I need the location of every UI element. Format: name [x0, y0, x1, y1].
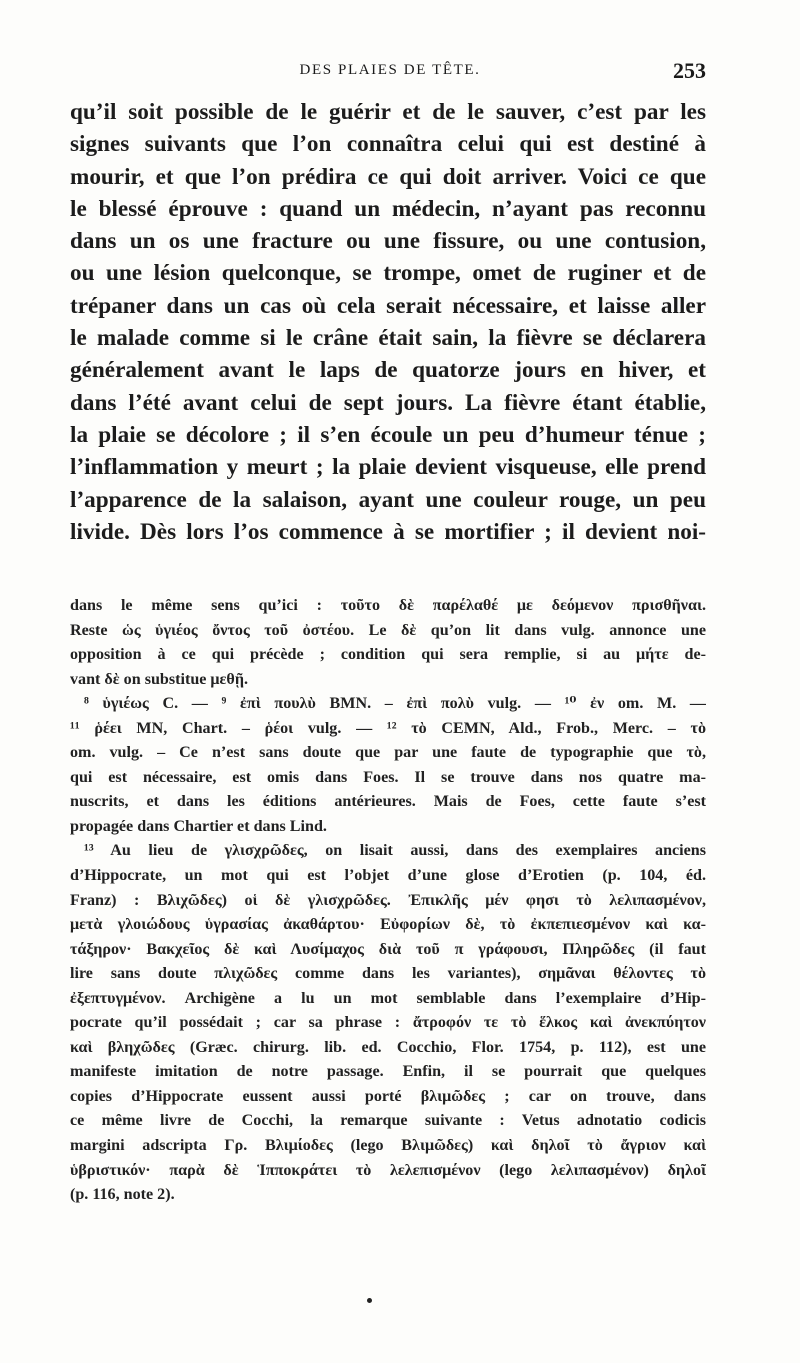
note-line: nuscrits, et dans les éditions antérieures. Mais de Foes, cette faute s’est [70, 793, 706, 811]
text-line: la plaie se décolore ; il s’en écoule un peu d’humeur ténue ; [70, 421, 706, 448]
note-line: Reste ὡς ὑγιέος ὄντος τοῦ ὀστέου. Le δὲ qu’on lit dans vulg. annonce une [70, 621, 706, 639]
note-line: τάξηρον· Βακχεῖος δὲ καὶ Λυσίμαχος διὰ τοῦ π γράφουσι, Πληρῶδες (il faut [70, 940, 706, 958]
note-line: lire sans doute πλιχῶδες comme dans les variantes), σημᾶναι θέλοντες τὸ [70, 965, 706, 983]
running-head [70, 58, 710, 86]
text-line: mourir, et que l’on prédira ce qui doit arriver. Voici ce que [70, 163, 706, 190]
note-line: manifeste imitation de notre passage. Enfin, il se pourrait que quelques [70, 1063, 706, 1081]
text-line: généralement avant le laps de quatorze jours en hiver, et [70, 357, 706, 384]
text-line: le blessé éprouve : quand un médecin, n’ayant pas reconnu [70, 195, 706, 222]
running-title: DES PLAIES DE TÊTE. [299, 62, 481, 78]
note-line: margini adscripta Γρ. Βλιμίοδες (lego Βλιμῶδες) καὶ δηλοῖ τὸ ἄγριον καὶ [70, 1137, 706, 1155]
note-line: ce même livre de Cocchi, la remarque suivante : Vetus adnotatio codicis [70, 1112, 706, 1130]
text-line: qu’il soit possible de le guérir et de le sauver, c’est par les [70, 99, 706, 125]
note-line: ὑβριστικόν· παρὰ δὲ Ἱπποκράτει τὸ λελεπισμένον (lego λελιπασμένον) δηλοῖ [70, 1161, 706, 1179]
note-line: qui est nécessaire, est omis dans Foes. Il se trouve dans nos quatre ma- [70, 768, 706, 786]
note-line: Franz) : Βλιχῶδες) οἱ δὲ γλισχρῶδες. Ἐπικλῆς μέν φησι τὸ λελιπασμένον, [70, 891, 706, 909]
text-line: ou une lésion quelconque, se trompe, omet de ruginer et de [70, 260, 706, 287]
note-line: ⁸ ὑγιέως C. — ⁹ ἐπὶ πουλὺ BMN. – ἐπὶ πολὺ vulg. — ¹⁰ ἐν om. M. — [84, 695, 706, 713]
note-line: vant δὲ on substitue μεθῇ. [70, 670, 248, 688]
note-line: ἐξεπτυγμένον. Archigène a lu un mot semblable dans l’exemplaire d’Hip- [70, 989, 706, 1007]
text-line: l’apparence de la salaison, ayant une couleur rouge, un peu [70, 486, 706, 513]
text-line: trépaner dans un cas où cela serait nécessaire, et laisse aller [70, 292, 706, 319]
note-line: copies d’Hippocrate eussent aussi porté βλιμῶδες ; car on trouve, dans [70, 1087, 706, 1105]
note-line: opposition à ce qui précède ; condition qui sera remplie, si au μήτε de- [70, 646, 706, 664]
printer-mark-dot [367, 1298, 372, 1303]
note-line: μετὰ γλοιώδους ὑγρασίας ἀκαθάρτου· Εὐφορίων δὲ, τὸ ἐκπεπιεσμένον καὶ κα- [70, 916, 706, 934]
note-line: d’Hippocrate, un mot qui est l’objet d’une glose d’Erotien (p. 104, éd. [70, 867, 706, 885]
text-line: livide. Dès lors l’os commence à se mortifier ; il devient noi- [70, 518, 706, 545]
note-line: propagée dans Chartier et dans Lind. [70, 817, 327, 835]
text-line: dans un os une fracture ou une fissure, ou une contusion, [70, 228, 706, 255]
note-line: om. vulg. – Ce n’est sans doute que par une faute de typographie que τὸ, [70, 744, 706, 762]
text-line: signes suivants que l’on connaîtra celui qui est destiné à [70, 131, 706, 158]
note-line: καὶ βληχῶδες (Græc. chirurg. lib. ed. Cocchio, Flor. 1754, p. 112), est une [70, 1038, 706, 1056]
note-line: ¹¹ ῥέει MN, Chart. – ῥέοι vulg. — ¹² τὸ CEMN, Ald., Frob., Merc. – τὸ [70, 719, 706, 737]
text-line: le malade comme si le crâne était sain, la fièvre se déclarera [70, 325, 706, 352]
note-line: dans le même sens qu’ici : τοῦτο δὲ παρέλαθέ με δεόμενον πρισθῆναι. [70, 597, 706, 614]
text-line: dans l’été avant celui de sept jours. La fièvre étant établie, [70, 389, 706, 416]
note-line: pocrate qu’il possédait ; car sa phrase : ἄτροφόν τε τὸ ἕλκος καὶ ἀνεκπύητον [70, 1014, 706, 1032]
note-line: (p. 116, note 2). [70, 1186, 175, 1204]
page-number: 253 [673, 58, 706, 83]
note-line: ¹³ Au lieu de γλισχρῶδες, on lisait aussi, dans des exemplaires anciens [84, 842, 706, 860]
main-text [70, 96, 706, 548]
text-line: l’inflammation y meurt ; la plaie devient visqueuse, elle prend [70, 454, 706, 481]
footnotes [70, 594, 706, 1208]
